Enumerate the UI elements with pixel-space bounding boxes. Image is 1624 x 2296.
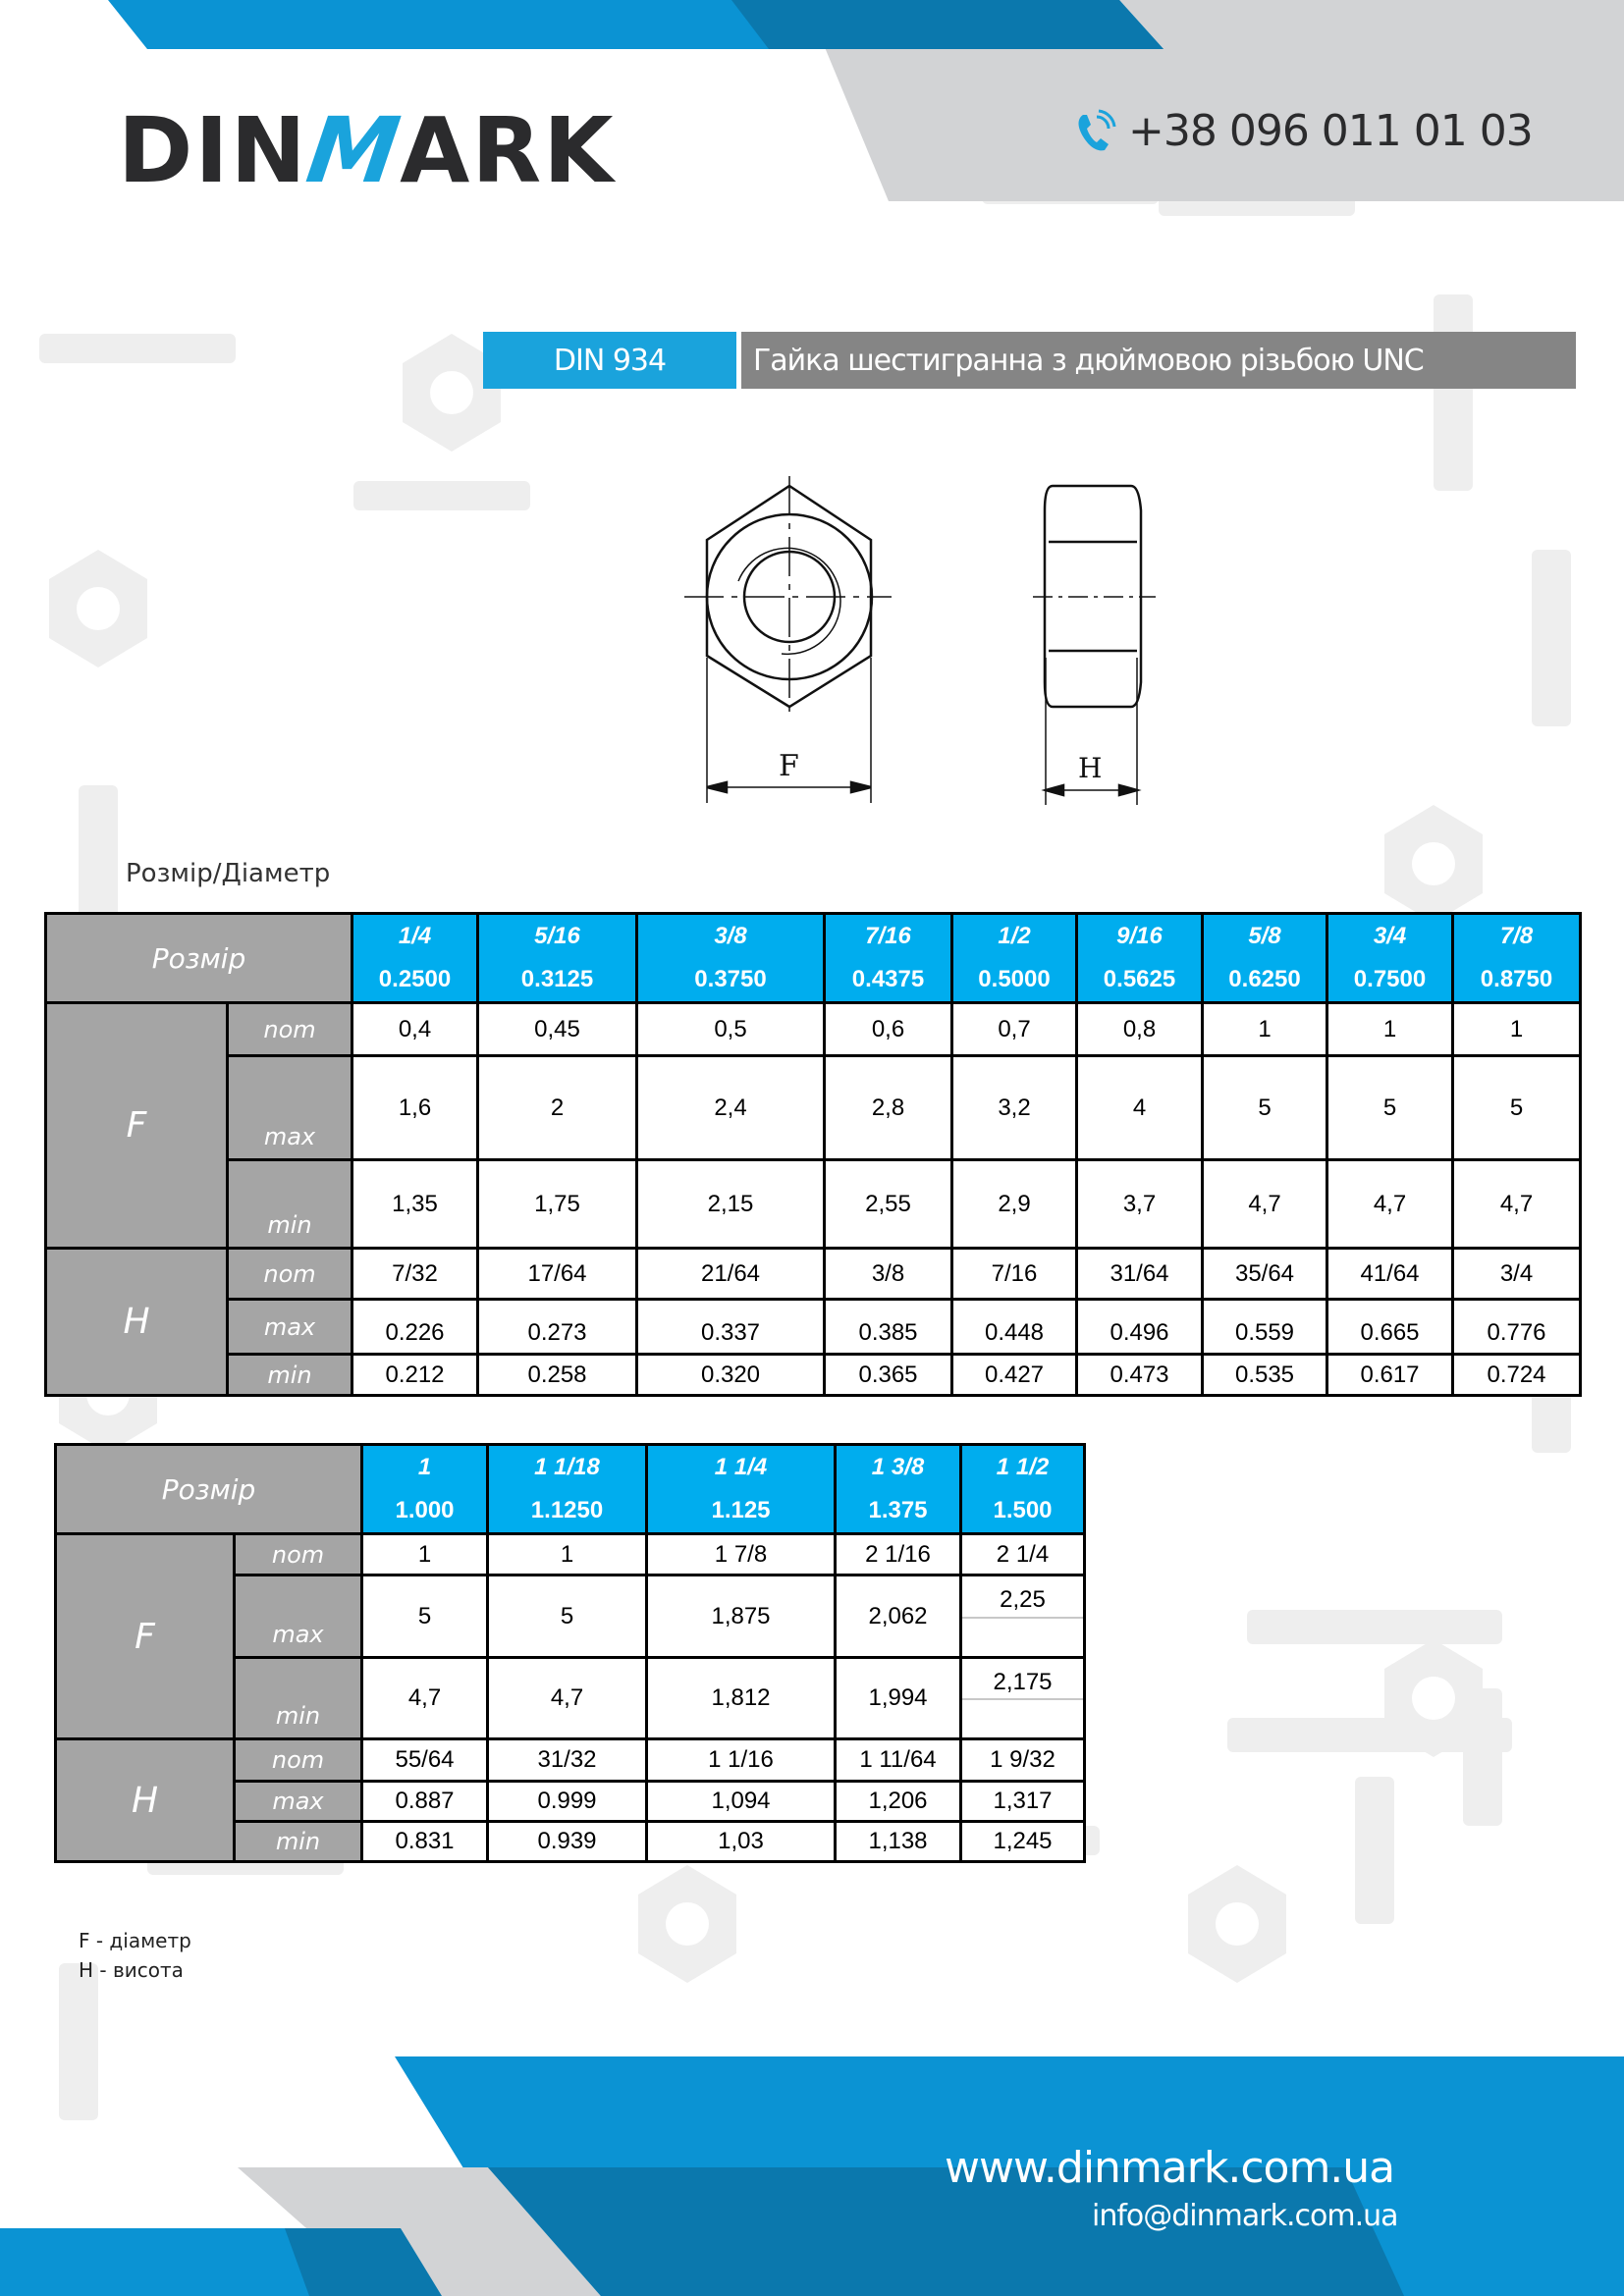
size-diameter-caption: Розмір/Діаметр [126, 859, 331, 888]
cell: 0,8 [1077, 1003, 1203, 1056]
cell: 1,75 [478, 1160, 637, 1249]
cell: 0.665 [1327, 1300, 1453, 1355]
table-row [46, 1056, 1581, 1160]
cell: 0.427 [952, 1355, 1077, 1396]
cell: 21/64 [637, 1249, 825, 1300]
size-header: Розмір [56, 1445, 362, 1534]
cell: 0.226 [352, 1300, 478, 1355]
dimensions-table-1 [44, 912, 1582, 1397]
size-header: Розмір [46, 914, 352, 1003]
cell: 0.365 [825, 1355, 952, 1396]
sub-label-max: max [228, 1300, 352, 1355]
cell: 1 [362, 1534, 488, 1575]
table-row [46, 1300, 1581, 1355]
cell: 1,206 [836, 1782, 961, 1822]
table-row [46, 1249, 1581, 1300]
cell: 3/4 [1453, 1249, 1581, 1300]
cell: 1,245 [961, 1822, 1085, 1862]
cell: 0.448 [952, 1300, 1077, 1355]
cell: 1,03 [647, 1822, 836, 1862]
cell: 0.887 [362, 1782, 488, 1822]
sub-label-min: min [235, 1822, 362, 1862]
cell: 1 11/64 [836, 1739, 961, 1782]
cell: 0.535 [1203, 1355, 1327, 1396]
cell: 1,138 [836, 1822, 961, 1862]
cell: 4 [1077, 1056, 1203, 1160]
table-row [46, 1003, 1581, 1056]
cell: 1,317 [961, 1782, 1085, 1822]
cell: 5 [362, 1575, 488, 1658]
cell: 35/64 [1203, 1249, 1327, 1300]
cell: 0.831 [362, 1822, 488, 1862]
sub-label-max: max [235, 1575, 362, 1658]
cell: 0.999 [488, 1782, 647, 1822]
cell: 3,2 [952, 1056, 1077, 1160]
cell: 1 [488, 1534, 647, 1575]
size-column-header: 1 1/18 1.1250 [488, 1445, 647, 1534]
cell: 1,994 [836, 1658, 961, 1739]
cell: 0.939 [488, 1822, 647, 1862]
cell: 55/64 [362, 1739, 488, 1782]
cell: 0.724 [1453, 1355, 1581, 1396]
cell: 2,25 [961, 1575, 1085, 1658]
cell: 3,7 [1077, 1160, 1203, 1249]
table-row [56, 1534, 1085, 1575]
cell: 0.776 [1453, 1300, 1581, 1355]
group-f-label: F [56, 1534, 235, 1739]
cell: 17/64 [478, 1249, 637, 1300]
cell: 5 [488, 1575, 647, 1658]
cell: 4,7 [1453, 1160, 1581, 1249]
phone-number: +38 096 011 01 03 [1128, 106, 1533, 156]
cell: 0,6 [825, 1003, 952, 1056]
sub-label-max: max [228, 1056, 352, 1160]
logo-prefix: DIN [118, 98, 308, 203]
logo-mark: M [300, 98, 407, 203]
size-column-header: 1 3/8 1.375 [836, 1445, 961, 1534]
cell: 2,4 [637, 1056, 825, 1160]
cell: 0.617 [1327, 1355, 1453, 1396]
cell: 2 1/16 [836, 1534, 961, 1575]
table-row [46, 1160, 1581, 1249]
cell: 2,175 [961, 1658, 1085, 1739]
dimension-legend [79, 1926, 191, 1985]
size-column-header: 1 1/2 1.500 [961, 1445, 1085, 1534]
cell: 1,35 [352, 1160, 478, 1249]
size-column-header: 9/16 0.5625 [1077, 914, 1203, 1003]
cell: 1,6 [352, 1056, 478, 1160]
dimensions-table-2 [54, 1443, 1086, 1863]
cell: 7/16 [952, 1249, 1077, 1300]
cell: 0.212 [352, 1355, 478, 1396]
cell: 4,7 [1327, 1160, 1453, 1249]
cell: 3/8 [825, 1249, 952, 1300]
label-h: H [1078, 752, 1103, 784]
cell: 1 [1327, 1003, 1453, 1056]
cell: 0,4 [352, 1003, 478, 1056]
product-title: Гайка шестигранна з дюймовою різьбою UNC [741, 332, 1576, 389]
cell: 1 1/16 [647, 1739, 836, 1782]
cell: 41/64 [1327, 1249, 1453, 1300]
table-header-row [46, 914, 1581, 1003]
size-column-header: 5/16 0.3125 [478, 914, 637, 1003]
size-column-header: 1/2 0.5000 [952, 914, 1077, 1003]
size-column-header: 1 1/4 1.125 [647, 1445, 836, 1534]
sub-label-min: min [228, 1160, 352, 1249]
cell: 0.320 [637, 1355, 825, 1396]
phone-icon [1075, 109, 1118, 154]
group-f-label: F [46, 1003, 228, 1249]
cell: 0.385 [825, 1300, 952, 1355]
sub-label-nom: nom [228, 1249, 352, 1300]
cell: 31/64 [1077, 1249, 1203, 1300]
cell: 0.258 [478, 1355, 637, 1396]
size-column-header: 7/16 0.4375 [825, 914, 952, 1003]
cell: 0.473 [1077, 1355, 1203, 1396]
cell: 0,45 [478, 1003, 637, 1056]
label-f: F [779, 749, 799, 783]
group-h-label: H [56, 1739, 235, 1862]
logo-suffix: ARK [400, 98, 616, 203]
website-link[interactable]: www.dinmark.com.ua [945, 2143, 1395, 2193]
sub-label-nom: nom [235, 1534, 362, 1575]
size-column-header: 3/8 0.3750 [637, 914, 825, 1003]
cell: 0,7 [952, 1003, 1077, 1056]
cell: 2 [478, 1056, 637, 1160]
cell: 2,8 [825, 1056, 952, 1160]
cell: 2,55 [825, 1160, 952, 1249]
cell: 4,7 [1203, 1160, 1327, 1249]
size-column-header: 3/4 0.7500 [1327, 914, 1453, 1003]
cell: 0,5 [637, 1003, 825, 1056]
cell: 0.337 [637, 1300, 825, 1355]
size-column-header: 5/8 0.6250 [1203, 914, 1327, 1003]
cell: 1 [1453, 1003, 1581, 1056]
size-column-header: 1 1.000 [362, 1445, 488, 1534]
cell: 0.273 [478, 1300, 637, 1355]
cell: 31/32 [488, 1739, 647, 1782]
cell: 1,812 [647, 1658, 836, 1739]
sub-label-nom: nom [235, 1739, 362, 1782]
phone-contact[interactable] [1075, 106, 1533, 156]
cell: 2,062 [836, 1575, 961, 1658]
cell: 7/32 [352, 1249, 478, 1300]
table-row [46, 1355, 1581, 1396]
cell: 5 [1327, 1056, 1453, 1160]
size-column-header: 7/8 0.8750 [1453, 914, 1581, 1003]
cell: 0.559 [1203, 1300, 1327, 1355]
cell: 2,9 [952, 1160, 1077, 1249]
cell: 1,875 [647, 1575, 836, 1658]
table-row [56, 1739, 1085, 1782]
group-h-label: H [46, 1249, 228, 1396]
cell: 2,15 [637, 1160, 825, 1249]
legend-h: H - висота [79, 1958, 184, 1982]
email-link[interactable]: info@dinmark.com.ua [1092, 2199, 1398, 2233]
sub-label-nom: nom [228, 1003, 352, 1056]
size-column-header: 1/4 0.2500 [352, 914, 478, 1003]
cell: 4,7 [488, 1658, 647, 1739]
hex-nut-drawing [668, 461, 1276, 815]
cell: 1 9/32 [961, 1739, 1085, 1782]
cell: 0.496 [1077, 1300, 1203, 1355]
sub-label-max: max [235, 1782, 362, 1822]
dinmark-logo[interactable] [118, 98, 616, 203]
cell: 1 [1203, 1003, 1327, 1056]
cell: 1,094 [647, 1782, 836, 1822]
cell: 1 7/8 [647, 1534, 836, 1575]
sub-label-min: min [235, 1658, 362, 1739]
table-header-row [56, 1445, 1085, 1534]
cell: 5 [1203, 1056, 1327, 1160]
cell: 2 1/4 [961, 1534, 1085, 1575]
cell: 4,7 [362, 1658, 488, 1739]
standard-code-badge: DIN 934 [483, 332, 736, 389]
legend-f: F - діаметр [79, 1929, 191, 1952]
cell: 5 [1453, 1056, 1581, 1160]
sub-label-min: min [228, 1355, 352, 1396]
